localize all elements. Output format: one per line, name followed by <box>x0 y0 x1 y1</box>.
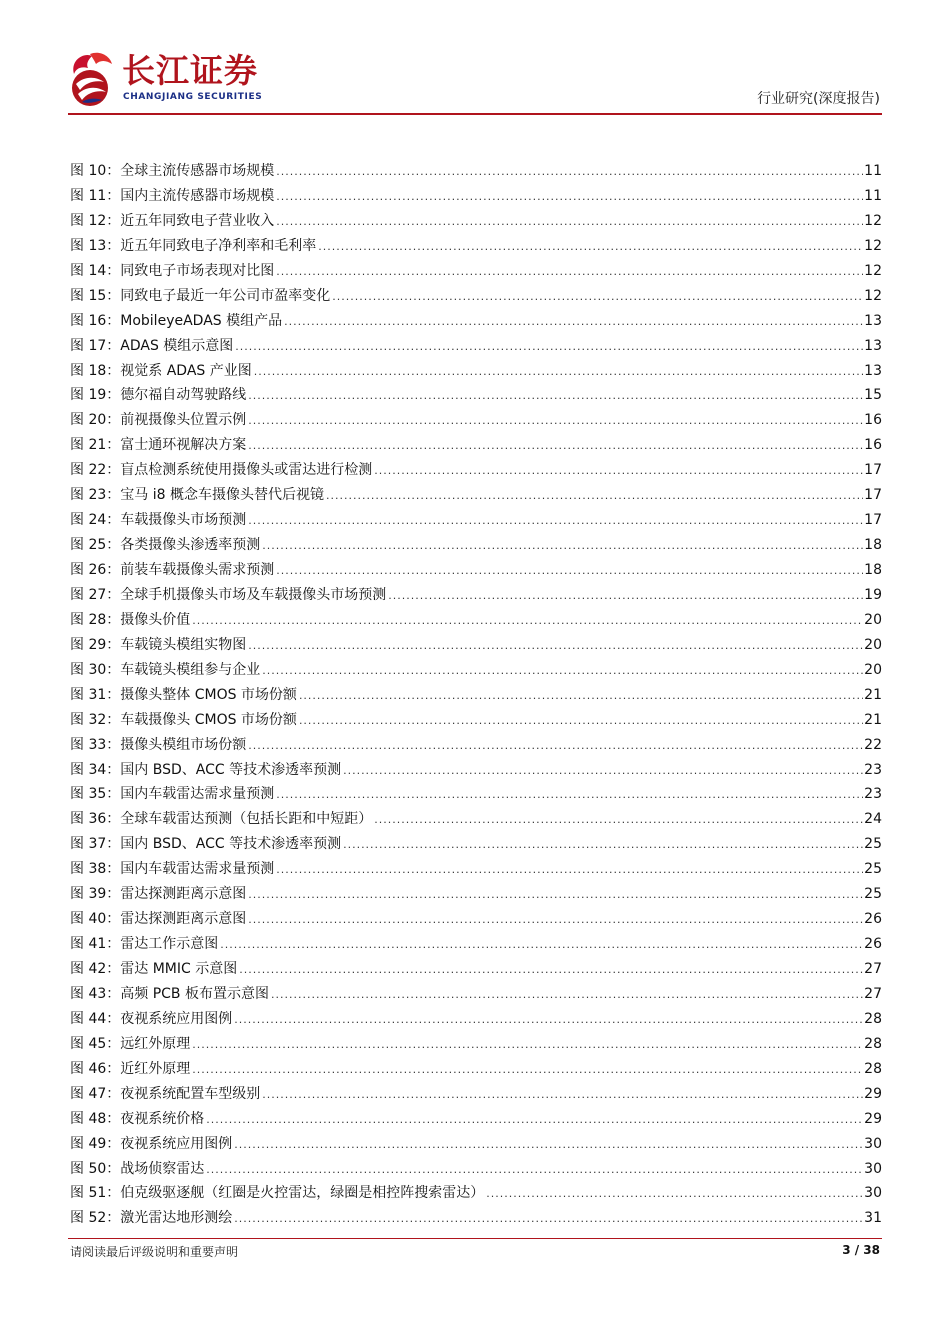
toc-leader-dots <box>248 434 863 459</box>
toc-entry-label: 图 27：全球手机摄像头市场及车载摄像头市场预测 <box>70 586 387 603</box>
toc-entry-label: 图 47：夜视系统配置车型级别 <box>70 1085 261 1102</box>
toc-entry-label: 图 20：前视摄像头位置示例 <box>70 412 247 429</box>
toc-leader-dots <box>276 783 863 808</box>
header-divider <box>68 113 882 115</box>
toc-entry-label: 图 17：ADAS 模组示意图 <box>70 337 234 354</box>
toc-entry-page: 20 <box>864 661 882 678</box>
toc-entry-label: 图 41：雷达工作示意图 <box>70 936 219 953</box>
toc-entry-page: 19 <box>864 586 882 603</box>
toc-entry[interactable] <box>70 658 882 683</box>
toc-leader-dots <box>284 310 863 335</box>
toc-entry-label: 图 10：全球主流传感器市场规模 <box>70 163 275 179</box>
toc-entry-page: 17 <box>864 462 882 479</box>
toc-leader-dots <box>234 1133 863 1158</box>
toc-entry[interactable] <box>70 832 882 857</box>
toc-entry[interactable] <box>70 907 882 932</box>
toc-entry[interactable] <box>70 458 882 483</box>
toc-entry[interactable] <box>70 608 882 633</box>
toc-entry-page: 15 <box>864 387 882 404</box>
toc-entry-page: 13 <box>864 362 882 379</box>
toc-entry-label: 图 19：德尔福自动驾驶路线 <box>70 387 247 404</box>
toc-leader-dots <box>248 409 863 434</box>
toc-entry-label: 图 32：车载摄像头 CMOS 市场份额 <box>70 711 297 728</box>
toc-entry-label: 图 16：MobileyeADAS 模组产品 <box>70 312 283 329</box>
toc-entry[interactable] <box>70 558 882 583</box>
toc-entry[interactable] <box>70 1007 882 1032</box>
toc-leader-dots <box>276 858 863 883</box>
toc-entry-page: 12 <box>864 287 882 304</box>
toc-entry-label: 图 48：夜视系统价格 <box>70 1110 205 1127</box>
toc-entry[interactable] <box>70 209 882 234</box>
toc-entry-label: 图 25：各类摄像头渗透率预测 <box>70 537 261 554</box>
toc-leader-dots <box>248 634 863 659</box>
toc-entry-page: 11 <box>864 187 882 204</box>
toc-entry[interactable] <box>70 1082 882 1107</box>
toc-entry-page: 29 <box>864 1085 882 1102</box>
toc-entry[interactable] <box>70 284 882 309</box>
toc-entry[interactable] <box>70 982 882 1007</box>
toc-entry-label: 图 49：夜视系统应用图例 <box>70 1135 233 1152</box>
toc-leader-dots <box>374 459 863 484</box>
toc-leader-dots <box>276 260 863 285</box>
toc-entry[interactable] <box>70 159 882 184</box>
toc-leader-dots <box>343 833 863 858</box>
toc-entry[interactable] <box>70 782 882 807</box>
toc-leader-dots <box>235 335 863 360</box>
toc-entry-label: 图 51：伯克级驱逐舰（红圈是火控雷达，绿圈是相控阵搜索雷达） <box>70 1185 485 1202</box>
toc-entry-label: 图 52：激光雷达地形测绘 <box>70 1210 233 1227</box>
toc-entry-page: 18 <box>864 537 882 554</box>
toc-leader-dots <box>192 609 863 634</box>
toc-entry[interactable] <box>70 234 882 259</box>
toc-entry-page: 13 <box>864 312 882 329</box>
toc-leader-dots <box>276 559 863 584</box>
toc-entry-page: 21 <box>864 686 882 703</box>
toc-entry[interactable] <box>70 508 882 533</box>
toc-entry-label: 图 30：车载镜头模组参与企业 <box>70 661 261 678</box>
toc-entry-page: 24 <box>864 811 882 828</box>
toc-entry-page: 12 <box>864 237 882 254</box>
toc-entry[interactable] <box>70 1032 882 1057</box>
toc-entry[interactable] <box>70 807 882 832</box>
toc-entry-page: 30 <box>864 1185 882 1202</box>
toc-entry-label: 图 13：近五年同致电子净利率和毛利率 <box>70 237 317 254</box>
toc-entry-label: 图 18：视觉系 ADAS 产业图 <box>70 362 252 379</box>
toc-entry-label: 图 33：摄像头模组市场份额 <box>70 736 247 753</box>
toc-leader-dots <box>248 734 863 759</box>
toc-entry-page: 17 <box>864 487 882 504</box>
toc-leader-dots <box>326 484 863 509</box>
toc-entry-page: 12 <box>864 212 882 229</box>
toc-entry-page: 26 <box>864 936 882 953</box>
toc-entry[interactable] <box>70 184 882 209</box>
toc-entry[interactable] <box>70 383 882 408</box>
toc-entry-page: 25 <box>864 836 882 853</box>
toc-entry[interactable] <box>70 359 882 384</box>
toc-entry-page: 31 <box>864 1210 882 1227</box>
toc-entry-page: 11 <box>864 163 882 179</box>
toc-entry-page: 30 <box>864 1135 882 1152</box>
toc-entry-page: 20 <box>864 636 882 653</box>
toc-entry-page: 28 <box>864 1035 882 1052</box>
toc-leader-dots <box>248 509 863 534</box>
toc-entry-page: 17 <box>864 512 882 529</box>
toc-leader-dots <box>276 210 863 235</box>
toc-entry-page: 25 <box>864 861 882 878</box>
toc-entry-label: 图 43：高频 PCB 板布置示意图 <box>70 985 269 1002</box>
page-header <box>0 0 950 115</box>
toc-entry-page: 20 <box>864 611 882 628</box>
toc-entry-page: 27 <box>864 961 882 977</box>
toc-entry-page: 27 <box>864 985 882 1002</box>
toc-entry[interactable] <box>70 1181 882 1206</box>
toc-entry[interactable] <box>70 408 882 433</box>
toc-entry-label: 图 21：富士通环视解决方案 <box>70 437 247 454</box>
toc-leader-dots <box>486 1182 863 1207</box>
page-number: 3 / 38 <box>842 1243 880 1257</box>
toc-entry-label: 图 39：雷达探测距离示意图 <box>70 886 247 903</box>
toc-leader-dots <box>234 1008 863 1033</box>
toc-entry[interactable] <box>70 633 882 658</box>
report-type-label: 行业研究(深度报告) <box>757 91 880 107</box>
toc-entry-page: 16 <box>864 412 882 429</box>
toc-entry-label: 图 38：国内车载雷达需求量预测 <box>70 861 275 878</box>
toc-entry-label: 图 26：前装车载摄像头需求预测 <box>70 562 275 578</box>
footer-divider <box>68 1238 882 1239</box>
toc-leader-dots <box>299 684 863 709</box>
toc-leader-dots <box>262 659 863 684</box>
company-logo <box>66 50 296 110</box>
toc-leader-dots <box>388 584 863 609</box>
toc-leader-dots <box>299 709 863 734</box>
toc-entry-label: 图 29：车载镜头模组实物图 <box>70 636 247 653</box>
toc-entry-label: 图 37：国内 BSD、ACC 等技术渗透率预测 <box>70 836 342 853</box>
toc-entry[interactable] <box>70 857 882 882</box>
toc-entry-label: 图 50：战场侦察雷达 <box>70 1160 205 1177</box>
toc-entry-page: 26 <box>864 911 882 928</box>
toc-entry-label: 图 14：同致电子市场表现对比图 <box>70 262 275 279</box>
toc-entry-page: 23 <box>864 761 882 778</box>
toc-entry[interactable] <box>70 334 882 359</box>
toc-entry[interactable] <box>70 758 882 783</box>
toc-entry-page: 28 <box>864 1060 882 1077</box>
toc-entry[interactable] <box>70 583 882 608</box>
toc-entry-page: 22 <box>864 736 882 753</box>
toc-entry[interactable] <box>70 1132 882 1157</box>
toc-entry[interactable] <box>70 1157 882 1182</box>
toc-leader-dots <box>192 1058 863 1083</box>
logo-english-text: CHANGJIANG SECURITIES <box>123 92 263 102</box>
toc-entry[interactable] <box>70 309 882 334</box>
toc-entry[interactable] <box>70 1107 882 1132</box>
toc-entry-label: 图 34：国内 BSD、ACC 等技术渗透率预测 <box>70 761 342 778</box>
toc-entry[interactable] <box>70 1057 882 1082</box>
toc-leader-dots <box>206 1158 863 1183</box>
logo-emblem-icon <box>66 50 118 108</box>
toc-leader-dots <box>276 160 863 185</box>
toc-leader-dots <box>248 883 863 908</box>
toc-leader-dots <box>206 1108 863 1133</box>
toc-entry[interactable] <box>70 708 882 733</box>
toc-leader-dots <box>262 1083 863 1108</box>
toc-entry[interactable] <box>70 733 882 758</box>
toc-entry-page: 23 <box>864 786 882 803</box>
toc-entry[interactable] <box>70 683 882 708</box>
toc-entry-page: 16 <box>864 437 882 454</box>
toc-leader-dots <box>254 360 863 385</box>
toc-entry-label: 图 15：同致电子最近一年公司市盈率变化 <box>70 287 331 304</box>
toc-leader-dots <box>220 933 863 958</box>
toc-entry-label: 图 12：近五年同致电子营业收入 <box>70 212 275 229</box>
toc-entry-page: 25 <box>864 886 882 903</box>
toc-leader-dots <box>248 908 863 933</box>
toc-leader-dots <box>239 958 863 983</box>
toc-entry-page: 30 <box>864 1160 882 1177</box>
toc-entry-page: 28 <box>864 1010 882 1027</box>
toc-entry-label: 图 40：雷达探测距离示意图 <box>70 911 247 928</box>
toc-entry-label: 图 22：盲点检测系统使用摄像头或雷达进行检测 <box>70 462 373 479</box>
toc-leader-dots <box>234 1207 863 1232</box>
toc-entry-page: 13 <box>864 337 882 354</box>
toc-entry-label: 图 45：远红外原理 <box>70 1035 191 1052</box>
toc-leader-dots <box>343 759 863 784</box>
toc-entry-label: 图 31：摄像头整体 CMOS 市场份额 <box>70 686 297 703</box>
toc-entry[interactable] <box>70 957 882 982</box>
toc-entry-page: 18 <box>864 562 882 578</box>
toc-entry-label: 图 24：车载摄像头市场预测 <box>70 512 247 529</box>
toc-entry-page: 29 <box>864 1110 882 1127</box>
toc-entry-label: 图 44：夜视系统应用图例 <box>70 1010 233 1027</box>
toc-entry-label: 图 35：国内车载雷达需求量预测 <box>70 786 275 803</box>
toc-leader-dots <box>318 235 863 260</box>
toc-leader-dots <box>276 185 863 210</box>
toc-entry-label: 图 23：宝马 i8 概念车摄像头替代后视镜 <box>70 487 324 504</box>
toc-entry-label: 图 36：全球车载雷达预测（包括长距和中短距） <box>70 811 373 828</box>
toc-entry-page: 12 <box>864 262 882 279</box>
toc-entry[interactable] <box>70 932 882 957</box>
toc-leader-dots <box>332 285 863 310</box>
toc-leader-dots <box>192 1033 863 1058</box>
toc-leader-dots <box>271 983 863 1008</box>
toc-entry[interactable] <box>70 433 882 458</box>
toc-entry[interactable] <box>70 259 882 284</box>
toc-entry[interactable] <box>70 483 882 508</box>
footer-disclaimer: 请阅读最后评级说明和重要声明 <box>70 1245 239 1259</box>
toc-entry[interactable] <box>70 1206 882 1231</box>
toc-entry-label: 图 11：国内主流传感器市场规模 <box>70 187 275 204</box>
toc-entry-label: 图 42：雷达 MMIC 示意图 <box>70 961 238 977</box>
logo-chinese-text: 长江证券 <box>122 51 258 90</box>
toc-entry-label: 图 46：近红外原理 <box>70 1060 191 1077</box>
toc-leader-dots <box>262 534 863 559</box>
toc-entry-page: 21 <box>864 711 882 728</box>
toc-leader-dots <box>374 808 863 833</box>
toc-entry-label: 图 28：摄像头价值 <box>70 611 191 628</box>
toc-entry[interactable] <box>70 533 882 558</box>
figure-toc-list <box>70 159 882 1231</box>
toc-leader-dots <box>248 384 863 409</box>
toc-entry[interactable] <box>70 882 882 907</box>
